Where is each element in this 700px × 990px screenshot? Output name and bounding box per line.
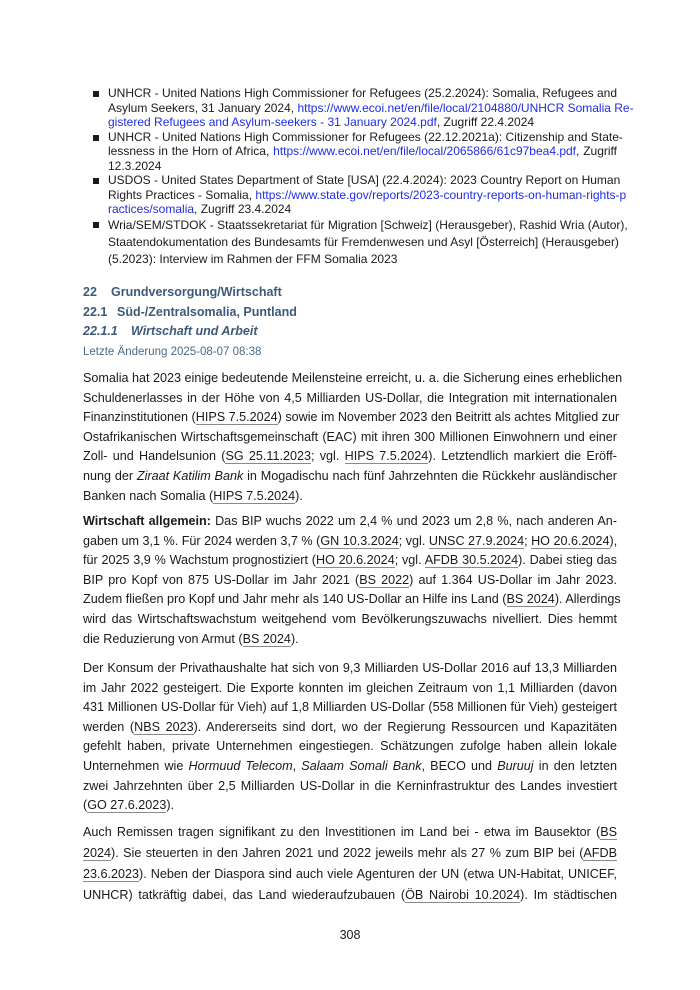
text-run: Ostafrikanischen Wirtschaftsgemeinschaft (EAC) mit ihren 300 Millionen Einwohnern und einer [83, 429, 617, 444]
text-run: ). Im städtischen [520, 888, 617, 902]
text-run: ). Sie steuerten in den Jahren 2021 und 2022 jeweils mehr als 27 % zum BIP bei ( [111, 846, 584, 860]
square-bullet-icon [93, 222, 99, 228]
text-run: (5.2023): Interview im Rahmen der FFM Somalia 2023 [108, 251, 398, 266]
text-run: für 2025 3,9 % Wachstum prognostiziert ( [83, 553, 316, 568]
text-run: Banken nach Somalia ( [83, 488, 214, 503]
citation-link[interactable]: BS 2022 [359, 572, 410, 587]
reference-item [93, 129, 623, 174]
paragraph-line [83, 408, 620, 428]
body-paragraph [83, 659, 617, 816]
paragraph-line [83, 777, 617, 797]
italic-text: Salaam Somali Bank [301, 758, 422, 773]
reference-line [108, 115, 617, 130]
text-run: Das BIP wuchs 2022 um 2,4 % und 2023 um 2,8 %, nach anderen An- [210, 514, 617, 528]
citation-link[interactable]: HO 20.6.2024 [531, 533, 610, 548]
text-run: 431 Millionen US-Dollar für Vieh) auf 1,8 Milliarden US-Dollar (558 Millionen für Vieh) gesteigert [83, 700, 617, 715]
citation-link[interactable]: UNSC 27.9.2024 [428, 533, 525, 548]
text-run: lessness in the Horn of Africa, [108, 144, 274, 158]
citation-link[interactable]: 2024 [83, 846, 112, 860]
reference-line [108, 159, 617, 174]
citation-link[interactable]: AFDB 30.5.2024 [424, 553, 519, 568]
reference-link[interactable]: ractices/somalia [108, 202, 195, 216]
text-run: ) sowie im November 2023 den Beitritt als achtes Mitglied zur [277, 410, 620, 425]
text-run: , BECO und [421, 758, 498, 773]
reference-line [108, 86, 617, 101]
reference-link[interactable]: https://www.ecoi.net/en/file/local/2065866/61c97bea4.pdf [273, 144, 577, 158]
reference-line [108, 187, 627, 203]
heading-level-2 [83, 303, 617, 323]
text-run: ). [290, 631, 299, 646]
text-run: UNHCR - United Nations High Commissioner for Refugees (22.12.2021a): Citizenship and State- [108, 129, 623, 144]
text-run: gaben um 3,1 %. Für 2024 werden 3,7 % ( [83, 533, 321, 548]
text-run: ). Letztendlich markiert die Eröff- [428, 449, 617, 464]
text-run: Rights Practices - Somalia, [108, 187, 256, 202]
heading-number: 22.1 [83, 304, 108, 319]
reference-link[interactable]: https://www.ecoi.net/en/file/local/2104880/UNHCR Somalia Re- [297, 100, 634, 115]
text-run: Finanzinstitutionen ( [83, 410, 196, 425]
citation-link[interactable]: GO 27.6.2023 [87, 798, 167, 813]
text-run: ). [166, 798, 175, 813]
square-bullet-icon [93, 91, 99, 97]
paragraph-line [83, 369, 623, 389]
text-run: Schuldenerlasses in der Höhe von 4,5 Milliarden US-Dollar, die Integration mit internationalen [83, 390, 617, 405]
text-run: ). Neben der Diaspora sind auch viele Agenturen der UN (etwa UN-Habitat, UNICEF, [139, 867, 617, 881]
paragraph-line [83, 571, 617, 591]
paragraph-line [83, 467, 617, 487]
text-run: Wria/SEM/STDOK - Staatssekretariat für Migration [Schweiz] (Herausgeber), Rashid Wria (Autor), [108, 217, 628, 232]
text-run: zwei Jahrzehnten über 2,5 Milliarden US-Dollar in die Kerninfrastruktur des Landes investiert [83, 778, 617, 793]
citation-link[interactable]: AFDB [583, 846, 617, 860]
text-run: ; vgl. [394, 553, 425, 568]
text-run: ). [295, 488, 303, 503]
text-run: im Jahr 2022 gesteigert. Die Exporte konnten im gleichen Zeitraum von 1,1 Milliarden (davon [83, 680, 617, 695]
paragraph-line [83, 630, 617, 650]
citation-link[interactable]: ÖB Nairobi 10.2024 [405, 888, 521, 902]
paragraph-line [83, 428, 617, 448]
square-bullet-icon [93, 178, 99, 184]
reference-line [108, 129, 623, 145]
paragraph-line [83, 551, 617, 571]
square-bullet-icon [93, 135, 99, 141]
text-run: UNHCR) tatkräftig dabei, das Land wiederaufzubauen ( [83, 888, 406, 902]
heading-title: Wirtschaft und Arbeit [131, 324, 258, 338]
heading-title: Süd-/Zentralsomalia, Puntland [117, 304, 297, 319]
text-run: wird das Wirtschaftswachstum weitgehend vom Bevölkerungszuwachs nivelliert. Dies hemmt [83, 611, 617, 626]
text-run: ). Dabei stieg das [518, 553, 617, 568]
reference-item [93, 173, 627, 217]
reference-line [108, 202, 617, 217]
text-run: Staatendokumentation des Bundesamts für Fremdenwesen und Asyl [Österreich] (Herausgeber) [108, 234, 619, 249]
heading-number: 22 [83, 285, 97, 299]
text-run: UNHCR - United Nations High Commissioner for Refugees (25.2.2024): Somalia, Refugees and [108, 86, 617, 100]
text-run: Unternehmen wie [83, 758, 189, 773]
text-run: Somalia hat 2023 einige bedeutende Meilensteine erreicht, u. a. die Sicherung eines erheblichen [83, 371, 623, 385]
reference-line [108, 234, 617, 251]
paragraph-line [83, 487, 617, 507]
text-run: ) auf 1.364 US-Dollar im Jahr 2023. [409, 572, 617, 587]
text-run: nung der [83, 468, 137, 483]
text-run: Auch Remissen tragen signifikant zu den Investitionen im Land bei - etwa im Bausektor ( [83, 825, 601, 839]
text-run: ; [524, 533, 532, 548]
text-run: , Zugriff [576, 144, 617, 158]
text-run: ), [609, 533, 618, 548]
paragraph-line [83, 590, 621, 610]
page-number: 308 [339, 928, 361, 942]
paragraph-line [83, 796, 617, 816]
text-run: ). Allerdings [554, 592, 621, 607]
text-run: gefehlt haben, private Unternehmen eingestiegen. Schätzungen zufolge haben allein lokale [83, 739, 617, 754]
heading-level-1 [83, 283, 617, 303]
paragraph-line [83, 610, 617, 630]
citation-link[interactable]: HO 20.6.2024 [315, 553, 395, 568]
citation-link[interactable]: SG 25.11.2023 [225, 449, 311, 464]
text-run: Der Konsum der Privathaushalte hat sich von 9,3 Milliarden US-Dollar 2016 auf 13,3 Milliarden [83, 661, 617, 675]
italic-text: Ziraat Katilim Bank [136, 468, 244, 483]
text-run: ; vgl. [398, 533, 429, 548]
text-run: , Zugriff 22.4.2024 [436, 115, 535, 129]
text-run: Zudem fließen pro Kopf und Jahr mehr als 140 US-Dollar an Hilfe ins Land ( [83, 592, 507, 607]
paragraph-line [83, 447, 617, 467]
citation-link[interactable]: GN 10.3.2024 [320, 533, 399, 548]
text-run: ( [83, 798, 88, 813]
reference-line [108, 173, 621, 188]
section-headings [83, 283, 617, 362]
heading-level-3 [83, 322, 617, 342]
paragraph-line [83, 679, 617, 699]
paragraph-line [83, 389, 617, 409]
reference-link[interactable]: gistered Refugees and Asylum-seekers - 31 January 2024.pdf [108, 115, 437, 129]
heading-number: 22.1.1 [83, 324, 118, 338]
reference-item [93, 86, 634, 130]
reference-list [93, 86, 634, 268]
text-run: Asylum Seekers, 31 January 2024, [108, 100, 298, 115]
paragraph-line [83, 822, 617, 843]
text-run: 12.3.2024 [108, 158, 162, 173]
paragraph-line [83, 757, 617, 777]
citation-link[interactable]: HIPS 7.5.2024 [195, 410, 278, 425]
text-run: ; vgl. [311, 449, 345, 464]
text-run: ). Andererseits sind dort, wo der Regierung Ressourcen und Kapazitäten [193, 719, 617, 734]
last-change-date: Letzte Änderung 2025-08-07 08:38 [83, 345, 262, 358]
text-run: BIP pro Kopf von 875 US-Dollar im Jahr 2021 ( [83, 572, 360, 587]
reference-line [108, 251, 617, 268]
text-run: , Zugriff 23.4.2024 [194, 202, 292, 216]
citation-link[interactable]: HIPS 7.5.2024 [213, 488, 296, 503]
paragraph-line [83, 843, 617, 864]
heading-title: Grundversorgung/Wirtschaft [111, 285, 282, 299]
citation-link[interactable]: BS 2024 [242, 631, 291, 646]
paragraph-line [83, 737, 617, 757]
reference-line [108, 100, 634, 116]
reference-link[interactable]: https://www.state.gov/reports/2023-country-reports-on-human-rights-p [255, 187, 627, 202]
paragraph-line [83, 512, 617, 532]
text-run: Zoll- und Handelsunion ( [83, 449, 226, 464]
citation-link[interactable]: BS 2024 [506, 592, 555, 607]
text-run: werden ( [83, 719, 135, 734]
reference-line [108, 217, 628, 234]
bold-lead-text: Wirtschaft allgemein: [83, 514, 211, 528]
italic-text: Buruuj [497, 758, 534, 773]
paragraph-line [83, 532, 617, 552]
paragraph-line [83, 698, 617, 718]
citation-link[interactable]: NBS 2023 [134, 719, 194, 734]
paragraph-line [83, 659, 617, 679]
reference-item [93, 217, 628, 268]
text-run: , [292, 758, 302, 773]
text-run: USDOS - United States Department of State [USA] (22.4.2024): 2023 Country Report on Human [108, 173, 621, 187]
body-paragraph [83, 822, 617, 906]
reference-line [108, 144, 617, 159]
citation-link[interactable]: HIPS 7.5.2024 [344, 449, 429, 464]
paragraph-line [83, 885, 617, 906]
citation-link[interactable]: 23.6.2023 [83, 867, 140, 881]
paragraph-line [83, 718, 617, 738]
body-paragraph [83, 369, 623, 506]
text-run: die Reduzierung von Armut ( [83, 631, 243, 646]
body-paragraph [83, 512, 621, 649]
text-run: in den letzten [533, 758, 618, 773]
text-run: in Mogadischu nach fünf Jahrzehnten die Rückkehr ausländischer [243, 468, 617, 483]
italic-text: Hormuud Telecom [188, 758, 293, 773]
citation-link[interactable]: BS [600, 825, 617, 839]
paragraph-line [83, 864, 617, 885]
